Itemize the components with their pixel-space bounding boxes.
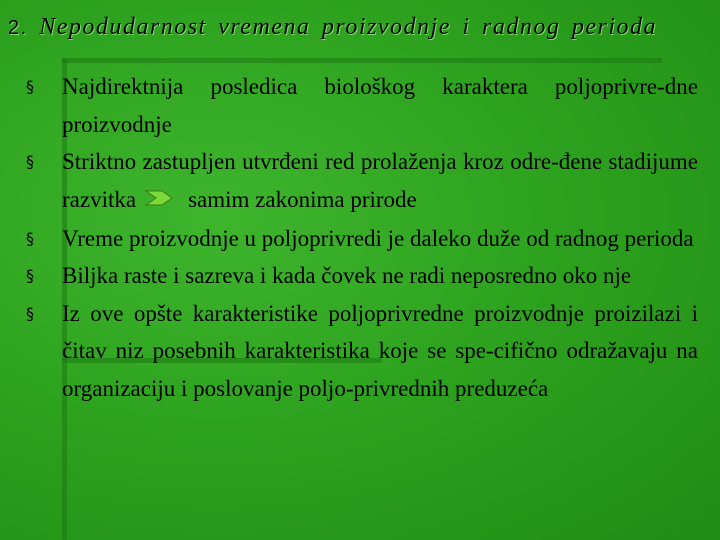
title-text: Nepodudarnost vremena proizvodnje i radnog perioda [39,14,658,40]
bullet-item [26,295,698,408]
bullet-item [26,143,698,220]
bullet-text: Striktno zastupljen utvrđeni red prolaženja kroz odre-đene stadijume razvitka [62,149,698,212]
bullet-text-after: samim zakonima prirode [188,186,417,212]
bullet-text: Biljka raste i sazreva i kada čovek ne radi neposredno oko nje [62,263,632,289]
slide-title [8,14,712,41]
background-bar-top [62,58,662,63]
bullet-list [26,68,698,407]
bullet-text: Vreme proizvodnje u poljoprivredi je daleko duže od radnog perioda [62,225,694,251]
bullet-icon: § [26,152,34,171]
bullet-item [26,68,698,143]
bullet-icon: § [26,228,34,248]
bullet-icon: § [26,303,34,323]
arrow-right-icon [144,182,178,220]
bullet-item [26,257,698,295]
bullet-text: Iz ove opšte karakteristike poljoprivredne proizvodnje proizilazi i čitav niz posebnih karakteristika koje se spe-cifično odražavaju na organizaciju i poslovanje poljo-privrednih preduzeća [62,300,698,401]
bullet-icon: § [26,77,34,96]
title-number: 2. [8,17,28,39]
bullet-item [26,220,698,258]
bullet-icon: § [26,266,34,286]
bullet-text: Najdirektnija posledica biološkog karaktera poljoprivre-dne proizvodnje [62,74,698,137]
